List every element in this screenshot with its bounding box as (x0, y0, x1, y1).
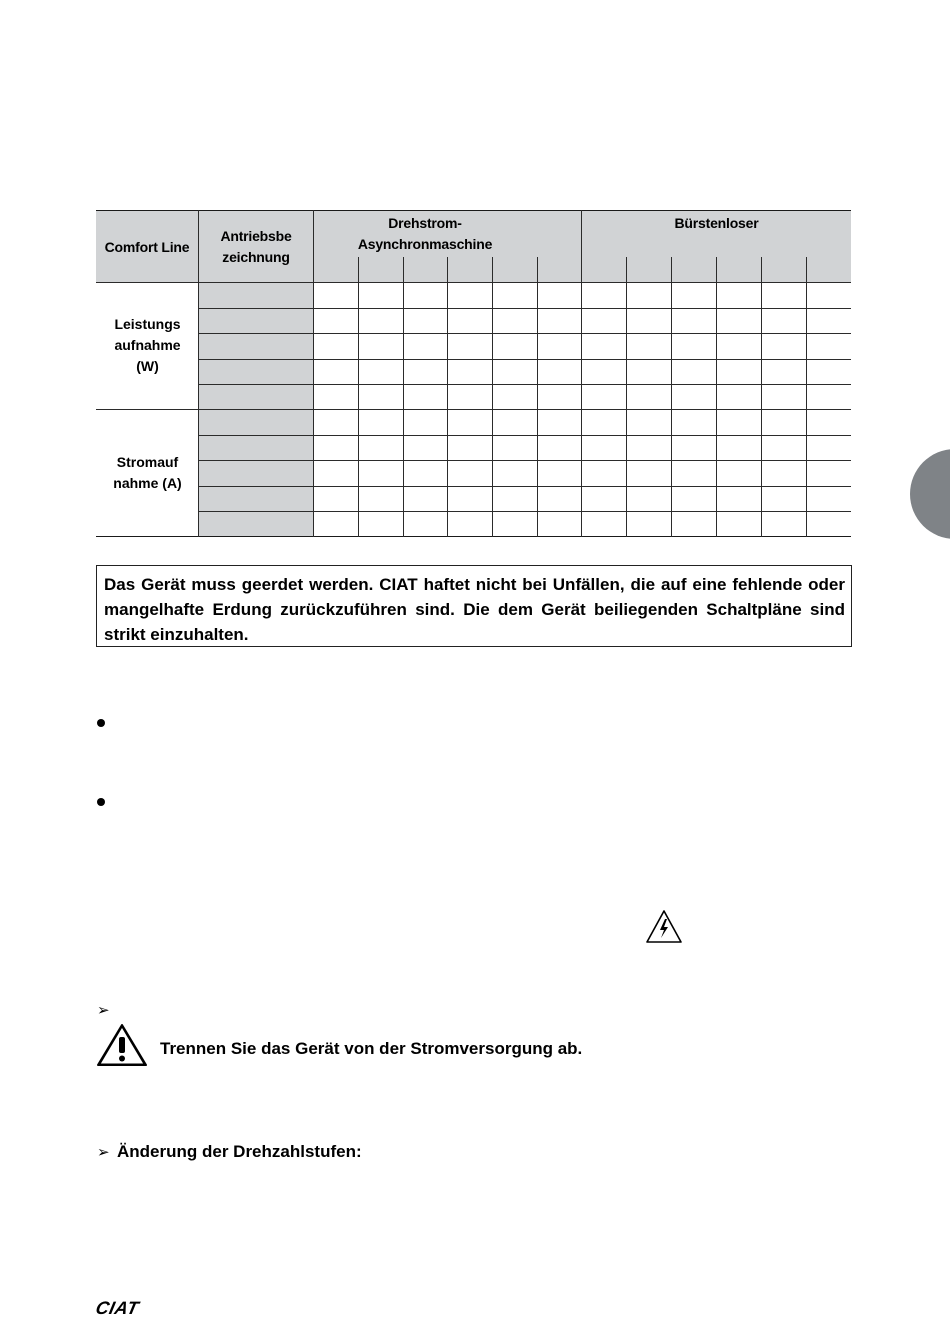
drive-code-cell (199, 333, 313, 359)
sub-column-divider (492, 257, 493, 537)
group-column-divider (581, 210, 582, 537)
column-divider (313, 210, 314, 537)
electrical-hazard-icon (645, 909, 683, 944)
drive-code-cell (199, 511, 313, 537)
arrow-bullet-icon: ➢ (97, 1144, 110, 1161)
drive-code-cell (199, 282, 313, 308)
header-async-motor: Drehstrom- Asynchronmaschine (357, 215, 493, 252)
row-divider (199, 308, 851, 309)
grounding-warning-box (96, 565, 852, 647)
sub-column-divider (716, 257, 717, 537)
drive-code-cell (199, 308, 313, 333)
ciat-logo: CIAT (93, 1298, 141, 1318)
chapter-side-tab (910, 449, 950, 539)
fan-motor-spec-table (96, 210, 851, 537)
group-divider (96, 409, 851, 410)
sub-column-divider (537, 257, 538, 537)
sub-column-divider (447, 257, 448, 537)
row-divider (199, 435, 851, 436)
sub-column-divider (671, 257, 672, 537)
disconnect-power-warning: Trennen Sie das Gerät von der Stromversorgung ab. (160, 1039, 583, 1058)
sub-column-divider (358, 257, 359, 537)
table-bottom-border (96, 536, 851, 537)
row-divider (199, 384, 851, 385)
header-model: Comfort Line (104, 239, 190, 255)
bullet-point (97, 798, 105, 806)
row-divider (199, 460, 851, 461)
drive-code-cell (199, 359, 313, 384)
sub-column-divider (626, 257, 627, 537)
row-divider (199, 359, 851, 360)
table-top-border (96, 210, 851, 211)
drive-code-cell (199, 409, 313, 435)
drive-code-cell (199, 486, 313, 511)
sub-column-divider (806, 257, 807, 537)
row-label-current: Stromauf nahme (A) (113, 454, 182, 491)
drive-code-cell (199, 384, 313, 409)
row-divider (199, 333, 851, 334)
speed-change-heading: Änderung der Drehzahlstufen: (117, 1142, 362, 1161)
row-divider (199, 511, 851, 512)
caution-icon (95, 1022, 149, 1068)
sub-column-divider (761, 257, 762, 537)
table-header-divider (96, 282, 851, 283)
row-label-power: Leistungs aufnahme (W) (114, 316, 181, 374)
bullet-point (97, 719, 105, 727)
header-drive-code: Antriebsbe zeichnung (220, 228, 292, 265)
sub-column-divider (403, 257, 404, 537)
arrow-bullet-icon: ➢ (97, 1002, 110, 1019)
drive-code-cell (199, 435, 313, 460)
header-brushless-motor: Bürstenloser (674, 215, 759, 231)
drive-code-cell (199, 460, 313, 486)
grounding-warning-text: Das Gerät muss geerdet werden. CIAT haftet nicht bei Unfällen, die auf eine fehlende oder mangelhafte Erdung zurückzuführen sind. Die dem Gerät beiliegenden Schaltpläne sind strikt einzuhalten. (104, 575, 845, 644)
row-divider (199, 486, 851, 487)
